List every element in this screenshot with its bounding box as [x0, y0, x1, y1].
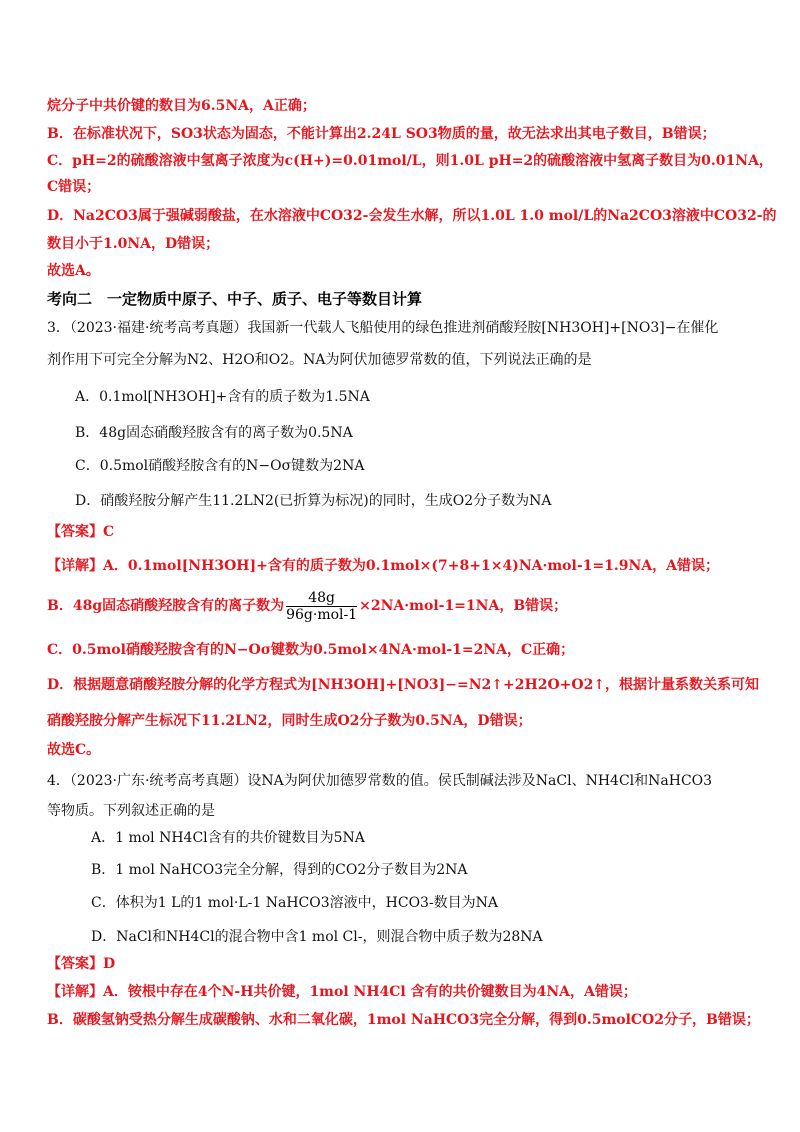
explain-4-b: B．碳酸氢钠受热分解生成碳酸钠、水和二氧化碳，1mol NaHCO3完全分解，得到0.5molCO2分子，B错误； — [47, 1012, 760, 1028]
question-3-option-d: D．硝酸羟胺分解产生11.2LN2(已折算为标况)的同时，生成O2分子数为NA — [75, 493, 552, 509]
question-3-option-b: B．48g固态硝酸羟胺含有的离子数为0.5NA — [75, 425, 353, 441]
line-1: 烷分子中共价键的数目为6.5NA，A正确； — [47, 98, 316, 114]
question-4-option-a: A．1 mol NH4Cl含有的共价键数目为5NA — [91, 830, 365, 846]
answer-3: 【答案】C — [47, 524, 115, 540]
explain-3-b-tail: ×2NA·mol-1=1NA，B错误； — [359, 598, 568, 614]
fraction-numerator: 48g — [286, 590, 357, 607]
question-4-option-c: C．体积为1 L的1 mol·L-1 NaHCO3溶液中，HCO3-数目为NA — [91, 895, 499, 911]
question-3-stem-1: 3．（2023·福建·统考高考真题）我国新一代载人飞船使用的绿色推进剂硝酸羟胺[NH3OH]+[NO3]−在催化 — [47, 320, 719, 336]
answer-4: 【答案】D — [47, 956, 116, 972]
explain-4-a: 【详解】A．铵根中存在4个N-H共价键，1mol NH4Cl 含有的共价键数目为4NA，A错误； — [47, 984, 637, 1000]
question-3-option-a: A．0.1mol[NH3OH]+含有的质子数为1.5NA — [75, 389, 370, 405]
fraction-denominator: 96g·mol-1 — [286, 606, 358, 623]
question-4-stem-2: 等物质。下列叙述正确的是 — [47, 803, 215, 819]
question-3-option-c: C．0.5mol硝酸羟胺含有的N−Oσ键数为2NA — [75, 458, 365, 474]
line-4: C错误； — [47, 179, 101, 195]
line-7: 故选A。 — [47, 263, 100, 279]
explain-3-a: 【详解】A．0.1mol[NH3OH]+含有的质子数为0.1mol×(7+8+1×4)NA·mol-1=1.9NA，A错误； — [47, 558, 719, 574]
question-4-option-b: B．1 mol NaHCO3完全分解，得到的CO2分子数目为2NA — [91, 862, 468, 878]
line-6: 数目小于1.0NA，D错误； — [47, 236, 220, 252]
explain-3-d: D．根据题意硝酸羟胺分解的化学方程式为[NH3OH]+[NO3]−=N2↑+2H2O+O2↑，根据计量系数关系可知 — [47, 677, 760, 693]
section-heading: 考向二 一定物质中原子、中子、质子、电子等数目计算 — [47, 290, 423, 308]
explain-3-e: 硝酸羟胺分解产生标况下11.2LN2，同时生成O2分子数为0.5NA，D错误； — [47, 713, 532, 729]
explain-3-c: C．0.5mol硝酸羟胺含有的N−Oσ键数为0.5mol×4NA·mol-1=2NA，C正确； — [47, 642, 575, 658]
line-3: C．pH=2的硫酸溶液中氢离子浓度为c(H+)=0.01mol/L，则1.0L pH=2的硫酸溶液中氢离子数目为0.01NA， — [47, 153, 773, 169]
line-5: D．Na2CO3属于强碱弱酸盐，在水溶液中CO32-会发生水解，所以1.0L 1.0 mol/L的Na2CO3溶液中CO32-的 — [47, 208, 777, 224]
fraction — [286, 590, 357, 623]
explain-3-f: 故选C。 — [47, 742, 101, 758]
question-3-stem-2: 剂作用下可完全分解为N2、H2O和O2。NA为阿伏加德罗常数的值，下列说法正确的是 — [47, 352, 592, 368]
explain-3-b — [47, 588, 800, 624]
question-4-stem-1: 4．（2023·广东·统考高考真题）设NA为阿伏加德罗常数的值。侯氏制碱法涉及NaCl、NH4Cl和NaHCO3 — [47, 773, 713, 789]
explain-3-b-text: B．48g固态硝酸羟胺含有的离子数为 — [47, 598, 285, 614]
question-4-option-d: D．NaCl和NH4Cl的混合物中含1 mol Cl-，则混合物中质子数为28NA — [91, 929, 543, 945]
line-2: B．在标准状况下，SO3状态为固态，不能计算出2.24L SO3物质的量，故无法求出其电子数目，B错误； — [47, 126, 716, 142]
